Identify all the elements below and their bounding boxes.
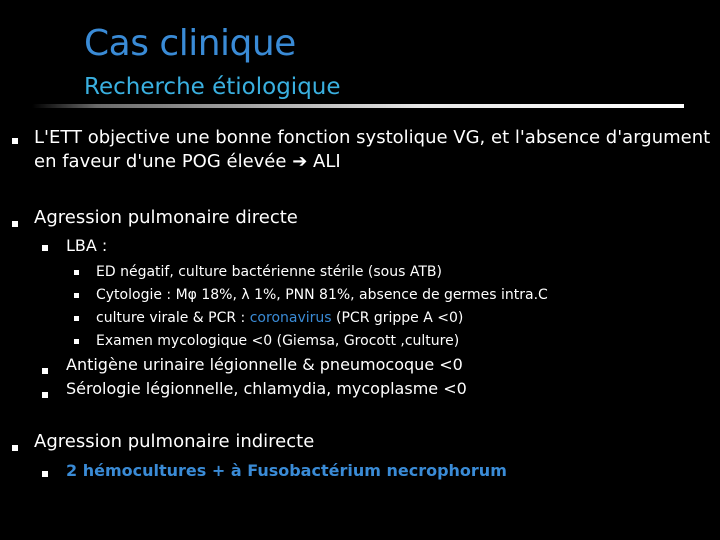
slide-subtitle: Recherche étiologique (84, 74, 341, 100)
ett-text-prefix: en faveur d'une POG élevée (34, 151, 293, 172)
bullet-square (12, 445, 18, 451)
virale-highlight: coronavirus (249, 310, 332, 326)
lba-item-ed: ED négatif, culture bactérienne stérile (sous ATB) (96, 264, 442, 280)
virale-prefix: culture virale & PCR : (96, 310, 250, 326)
bullet-square (74, 339, 79, 344)
lba-label: LBA : (66, 236, 108, 255)
indirecte-heading: Agression pulmonaire indirecte (34, 431, 315, 452)
bullet-square (12, 221, 18, 227)
lba-item-mycologie: Examen mycologique <0 (Giemsa, Grocott ,culture) (96, 333, 460, 349)
arrow-icon: ➔ (292, 151, 308, 172)
bullet-square (42, 471, 48, 477)
title-divider (32, 104, 684, 108)
bullet-square (74, 316, 79, 321)
bullet-square (74, 293, 79, 298)
ett-text-line2 (34, 150, 341, 174)
lba-item-cytologie: Cytologie : Mφ 18%, λ 1%, PNN 81%, absence de germes intra.C (96, 287, 548, 303)
bullet-square (42, 245, 48, 251)
bullet-square (42, 392, 48, 398)
bullet-square (74, 270, 79, 275)
ett-text-line1: L'ETT objective une bonne fonction systolique VG, et l'absence d'argument (34, 127, 711, 148)
ett-text-suffix: ALI (307, 151, 341, 172)
virale-suffix: (PCR grippe A <0) (331, 310, 464, 326)
serologie-text: Sérologie légionnelle, chlamydia, mycoplasme <0 (66, 379, 467, 398)
lba-item-virale (96, 308, 463, 328)
hemocultures-text: 2 hémocultures + à Fusobactérium necrophorum (66, 461, 507, 480)
directe-heading: Agression pulmonaire directe (34, 207, 298, 228)
bullet-square (42, 368, 48, 374)
bullet-square (12, 138, 18, 144)
slide-title: Cas clinique (84, 23, 296, 64)
antigene-text: Antigène urinaire légionnelle & pneumocoque <0 (66, 355, 463, 374)
